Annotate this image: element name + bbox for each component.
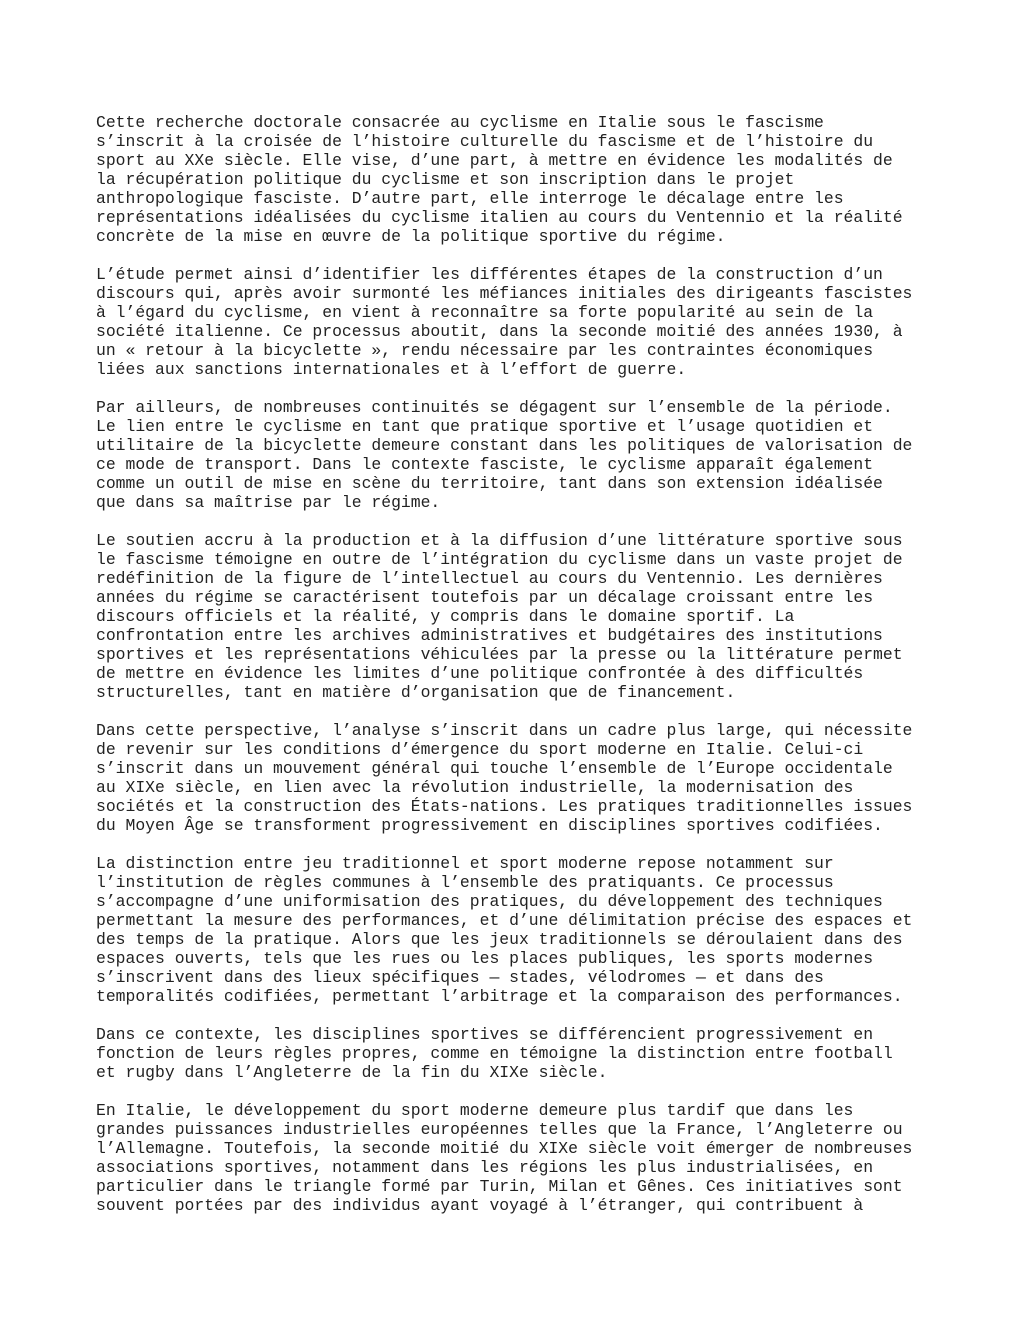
text-line: de revenir sur les conditions d’émergence du sport moderne en Italie. Celui-ci: [96, 740, 864, 759]
paragraph: [96, 113, 976, 246]
text-line: la récupération politique du cyclisme et son inscription dans le projet: [96, 170, 795, 189]
text-line: particulier dans le triangle formé par Turin, Milan et Gênes. Ces initiatives sont: [96, 1177, 903, 1196]
text-line: Dans ce contexte, les disciplines sportives se différencient progressivement en: [96, 1025, 874, 1044]
text-line: discours officiels et la réalité, y compris dans le domaine sportif. La: [96, 607, 795, 626]
text-line: s’accompagne d’une uniformisation des pratiques, du développement des techniques: [96, 892, 883, 911]
text-line: et rugby dans l’Angleterre de la fin du XIXe siècle.: [96, 1063, 608, 1082]
document-page: [96, 113, 976, 1234]
text-line: l’Allemagne. Toutefois, la seconde moitié du XIXe siècle voit émerger de nombreuses: [96, 1139, 913, 1158]
text-line: anthropologique fasciste. D’autre part, elle interroge le décalage entre les: [96, 189, 844, 208]
text-line: grandes puissances industrielles européennes telles que la France, l’Angleterre ou: [96, 1120, 903, 1139]
text-line: Le lien entre le cyclisme en tant que pratique sportive et l’usage quotidien et: [96, 417, 874, 436]
text-line: au XIXe siècle, en lien avec la révolution industrielle, la modernisation des: [96, 778, 854, 797]
paragraph: [96, 721, 976, 835]
text-line: redéfinition de la figure de l’intellectuel au cours du Ventennio. Les dernières: [96, 569, 883, 588]
text-line: du Moyen Âge se transforment progressivement en disciplines sportives codifiées.: [96, 816, 883, 835]
paragraph: [96, 1101, 976, 1215]
text-line: Dans cette perspective, l’analyse s’inscrit dans un cadre plus large, qui nécessite: [96, 721, 913, 740]
paragraph: [96, 398, 976, 512]
text-line: s’inscrit à la croisée de l’histoire culturelle du fascisme et de l’histoire du: [96, 132, 874, 151]
text-line: s’inscrivent dans des lieux spécifiques — stades, vélodromes — et dans des: [96, 968, 824, 987]
text-line: sportives et les représentations véhiculées par la presse ou la littérature permet: [96, 645, 903, 664]
text-line: permettant la mesure des performances, et d’une délimitation précise des espaces et: [96, 911, 913, 930]
text-line: utilitaire de la bicyclette demeure constant dans les politiques de valorisation de: [96, 436, 913, 455]
text-line: l’institution de règles communes à l’ensemble des pratiquants. Ce processus: [96, 873, 834, 892]
text-line: souvent portées par des individus ayant voyagé à l’étranger, qui contribuent à: [96, 1196, 864, 1215]
text-line: liées aux sanctions internationales et à l’effort de guerre.: [96, 360, 687, 379]
text-line: des temps de la pratique. Alors que les jeux traditionnels se déroulaient dans des: [96, 930, 903, 949]
text-line: fonction de leurs règles propres, comme en témoigne la distinction entre football: [96, 1044, 893, 1063]
text-line: Par ailleurs, de nombreuses continuités se dégagent sur l’ensemble de la période.: [96, 398, 893, 417]
text-line: En Italie, le développement du sport moderne demeure plus tardif que dans les: [96, 1101, 854, 1120]
text-line: Cette recherche doctorale consacrée au cyclisme en Italie sous le fascisme: [96, 113, 824, 132]
text-line: comme un outil de mise en scène du territoire, tant dans son extension idéalisée: [96, 474, 883, 493]
text-line: de mettre en évidence les limites d’une politique confrontée à des difficultés: [96, 664, 864, 683]
text-line: La distinction entre jeu traditionnel et sport moderne repose notamment sur: [96, 854, 834, 873]
text-line: un « retour à la bicyclette », rendu nécessaire par les contraintes économiques: [96, 341, 874, 360]
text-line: sport au XXe siècle. Elle vise, d’une part, à mettre en évidence les modalités de: [96, 151, 893, 170]
text-line: associations sportives, notamment dans les régions les plus industrialisées, en: [96, 1158, 874, 1177]
paragraph: [96, 531, 976, 702]
text-line: années du régime se caractérisent toutefois par un décalage croissant entre les: [96, 588, 874, 607]
text-line: à l’égard du cyclisme, en vient à reconnaître sa forte popularité au sein de la: [96, 303, 874, 322]
paragraph: [96, 854, 976, 1006]
text-line: sociétés et la construction des États-nations. Les pratiques traditionnelles issues: [96, 797, 913, 816]
text-line: s’inscrit dans un mouvement général qui touche l’ensemble de l’Europe occidentale: [96, 759, 893, 778]
paragraph: [96, 1025, 976, 1082]
text-line: société italienne. Ce processus aboutit, dans la seconde moitié des années 1930, à: [96, 322, 903, 341]
text-line: représentations idéalisées du cyclisme italien au cours du Ventennio et la réalité: [96, 208, 903, 227]
text-line: L’étude permet ainsi d’identifier les différentes étapes de la construction d’un: [96, 265, 883, 284]
text-line: ce mode de transport. Dans le contexte fasciste, le cyclisme apparaît également: [96, 455, 874, 474]
text-line: concrète de la mise en œuvre de la politique sportive du régime.: [96, 227, 726, 246]
text-line: le fascisme témoigne en outre de l’intégration du cyclisme dans un vaste projet de: [96, 550, 903, 569]
text-line: Le soutien accru à la production et à la diffusion d’une littérature sportive sous: [96, 531, 903, 550]
text-line: structurelles, tant en matière d’organisation que de financement.: [96, 683, 736, 702]
text-line: discours qui, après avoir surmonté les méfiances initiales des dirigeants fascistes: [96, 284, 913, 303]
text-line: confrontation entre les archives administratives et budgétaires des institutions: [96, 626, 883, 645]
text-line: temporalités codifiées, permettant l’arbitrage et la comparaison des performances.: [96, 987, 903, 1006]
text-line: que dans sa maîtrise par le régime.: [96, 493, 441, 512]
text-line: espaces ouverts, tels que les rues ou les places publiques, les sports modernes: [96, 949, 874, 968]
paragraph: [96, 265, 976, 379]
